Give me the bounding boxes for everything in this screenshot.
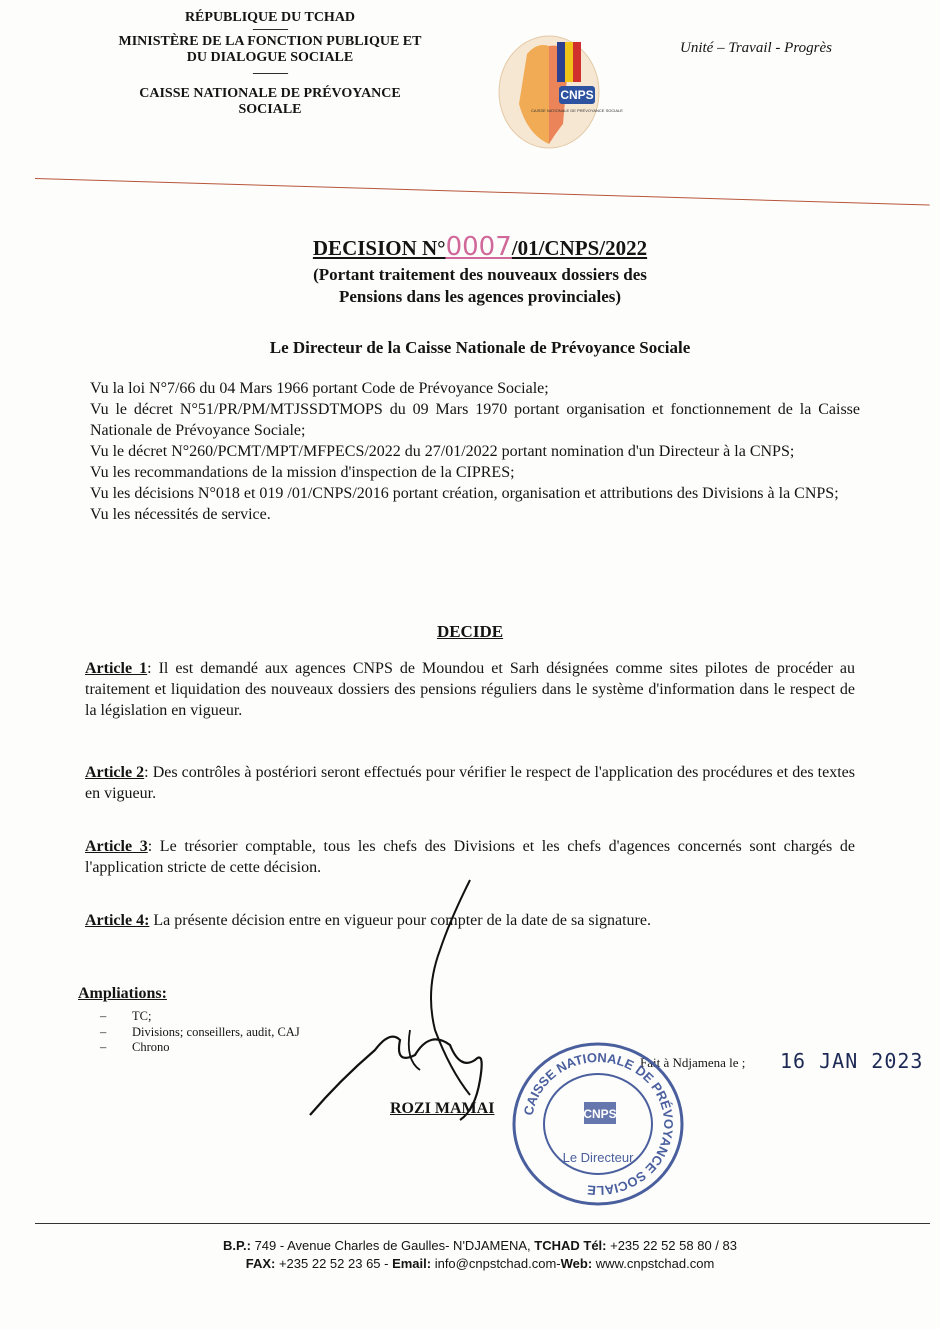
divider: ---------------	[252, 68, 288, 79]
article-text: : Il est demandé aux agences CNPS de Moundou et Sarh désignées comme sites pilotes de procéder au traitement et liquidation des nouveaux dossiers des pensions réguliers dans le système d'information dans le respect de la législation en vigueur.	[85, 660, 856, 719]
visa-item: Vu la loi N°7/66 du 04 Mars 1966 portant Code de Prévoyance Sociale;	[90, 380, 549, 397]
subtitle-line-1: (Portant traitement des nouveaux dossiers des	[313, 265, 647, 284]
logo-subtext: CAISSE NATIONALE DE PRÉVOYANCE SOCIALE	[531, 108, 623, 113]
stamp-center-text: CNPS	[583, 1107, 617, 1121]
article-text: : Le trésorier comptable, tous les chefs des Divisions et les chefs d'agences concernés sont chargés de l'application stricte de cette décision.	[85, 838, 855, 876]
logo-text: CNPS	[560, 88, 594, 102]
stamp-ring-text: CAISSE NATIONALE DE PRÉVOYANCE SOCIALE	[520, 1049, 677, 1199]
footer-contact	[120, 1237, 840, 1273]
official-stamp	[510, 1040, 686, 1208]
caisse-line-1: CAISSE NATIONALE DE PRÉVOYANCE	[139, 86, 401, 101]
date-stamp: 16 JAN 2023	[780, 1049, 924, 1073]
visa-item: Vu les décisions N°018 et 019 /01/CNPS/2016 portant création, organisation et attributions des Divisions à la CNPS;	[90, 485, 839, 502]
article-1	[85, 658, 855, 721]
handwritten-signature	[300, 880, 530, 1140]
article-label: Article 4:	[85, 912, 150, 929]
article-label: Article 2	[85, 764, 145, 781]
title-suffix: /01/CNPS/2022	[511, 236, 648, 260]
visas-section	[90, 378, 860, 525]
decide-heading: DECIDE	[436, 622, 504, 641]
republic-label: RÉPUBLIQUE DU TCHAD	[184, 10, 356, 25]
header-rule	[35, 178, 930, 206]
stamp-bottom-text: Le Directeur	[562, 1150, 634, 1165]
visa-item: Vu le décret N°51/PR/PM/MTJSSDTMOPS du 09 Mars 1970 portant organisation et fonctionnement de la Caisse Nationale de Prévoyance Sociale;	[90, 401, 860, 439]
ministry-line-1: MINISTÈRE DE LA FONCTION PUBLIQUE ET	[118, 34, 422, 49]
ampliations-list	[100, 1009, 300, 1056]
ampliations-title: Ampliations:	[78, 985, 167, 1002]
place-label: Fait à Ndjamena le ;	[640, 1055, 746, 1070]
institution-header	[95, 10, 445, 118]
subtitle-line-2: Pensions dans les agences provinciales)	[338, 287, 622, 306]
signatory-name: ROZI MAMAI	[390, 1100, 495, 1117]
article-label: Article 3	[85, 838, 148, 855]
footer-line-2: FAX: +235 22 52 23 65 - Email: info@cnpstchad.com-Web: www.cnpstchad.com	[245, 1256, 715, 1271]
footer-line-1: B.P.: 749 - Avenue Charles de Gaulles- N'DJAMENA, TCHAD Tél: +235 22 52 58 80 / 83	[223, 1238, 737, 1253]
article-3	[85, 836, 855, 878]
list-item: – Divisions; conseillers, audit, CAJ	[100, 1024, 300, 1039]
caisse-line-2: SOCIALE	[238, 102, 302, 117]
footer-rule	[35, 1223, 930, 1224]
visa-item: Vu les nécessités de service.	[90, 506, 271, 523]
article-text: La présente décision entre en vigueur pour compter de la date de sa signature.	[149, 912, 651, 929]
title-prefix: DECISION N°	[312, 236, 446, 260]
article-text: : Des contrôles à postériori seront effectués pour vérifier le respect de l'application des procédures et des textes en vigueur.	[85, 764, 856, 802]
divider: ---------------	[252, 24, 288, 35]
list-item: – TC;	[100, 1009, 152, 1023]
ministry-line-2: DU DIALOGUE SOCIALE	[186, 50, 354, 65]
list-item: – Chrono	[100, 1040, 170, 1054]
visa-item: Vu les recommandations de la mission d'inspection de la CIPRES;	[90, 464, 515, 481]
article-2	[85, 762, 855, 804]
visa-item: Vu le décret N°260/PCMT/MPT/MFPECS/2022 du 27/01/2022 portant nomination d'un Directeur à la CNPS;	[90, 443, 795, 460]
director-heading: Le Directeur de la Caisse Nationale de Prévoyance Sociale	[269, 338, 691, 357]
cnps-logo	[497, 34, 623, 150]
decision-title	[200, 232, 760, 262]
decision-number: 0007	[445, 232, 512, 262]
decision-subtitle	[230, 264, 730, 308]
national-motto: Unité – Travail - Progrès	[680, 40, 832, 56]
article-label: Article 1	[85, 660, 148, 677]
